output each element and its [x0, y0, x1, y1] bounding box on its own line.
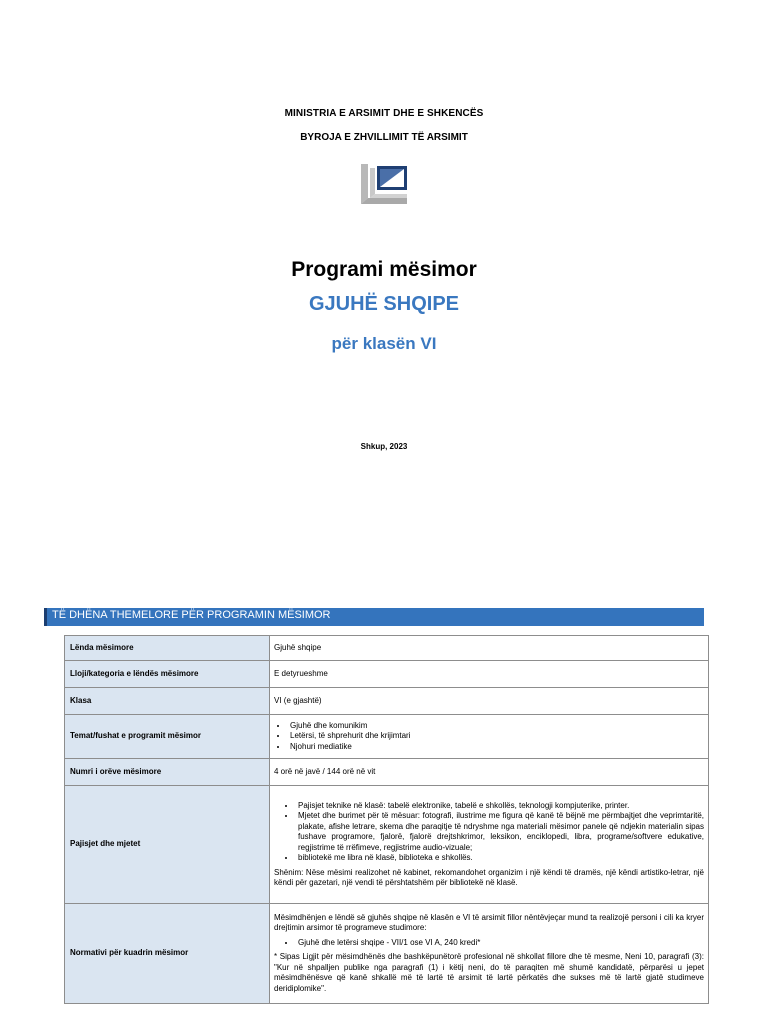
row-value: Gjuhë shqipe	[270, 636, 709, 661]
table-row	[65, 715, 709, 759]
row-label: Temat/fushat e programit mësimor	[65, 715, 270, 759]
table-row	[65, 786, 709, 904]
bureau-logo	[357, 160, 411, 208]
list-item: • Gjuhë dhe komunikim	[288, 721, 704, 732]
table-row	[65, 636, 709, 661]
program-info-table	[64, 635, 709, 1004]
bureau-name: BYROJA E ZHVILLIMIT TË ARSIMIT	[300, 132, 468, 143]
table-row	[65, 688, 709, 715]
row-value	[270, 904, 709, 1004]
themes-list	[274, 721, 704, 753]
section-header	[44, 608, 704, 626]
norm-footnote: * Sipas Ligjit për mësimdhënës dhe bashkëpunëtorë profesional në shkollat fillore dhe të mesme, Neni 10, paragrafi (3): "Kur në shpalljen publike nga paragrafi (1) i këtij neni, do të paraqiten më shumë kandidatë, përparësi u jepet mësimdhënësve që kanë shkallë më të lartë të arsimit të lartë përkatës dhe sukses më të lartë gjatë studimeve deridiplomike".	[274, 952, 704, 993]
equipment-list	[274, 801, 704, 864]
section-title: TË DHËNA THEMELORE PËR PROGRAMIN MËSIMOR	[52, 609, 331, 621]
place-year: Shkup, 2023	[360, 442, 408, 451]
row-label: Pajisjet dhe mjetet	[65, 786, 270, 904]
ministry-name: MINISTRIA E ARSIMIT DHE E SHKENCËS	[284, 108, 484, 119]
document-title: Programi mësimor	[291, 258, 477, 281]
norm-intro: Mësimdhënjen e lëndë së gjuhës shqipe në klasën e VI të arsimit fillor nëntëvjeçar mund ta realizojë personi i cili ka kryer drejtimin arsimor të programeve studimore:	[274, 912, 704, 933]
row-label: Normativi për kuadrin mësimor	[65, 904, 270, 1004]
row-label: Lloji/kategoria e lëndës mësimore	[65, 661, 270, 688]
equipment-note: Shënim: Nëse mësimi realizohet në kabinet, rekomandohet organizim i një këndi të dramës, një këndi artistiko-letrar, një këndi për gazetari, një vendi të përshtatshëm për bibliotekë në klasë.	[274, 867, 704, 887]
subject-title: GJUHË SHQIPE	[308, 293, 460, 315]
row-value	[270, 786, 709, 904]
list-item: • Pajisjet teknike në klasë: tabelë elektronike, tabelë e shkollës, teknologji kompjuterike, printer.	[296, 801, 704, 812]
row-value: 4 orë në javë / 144 orë në vit	[270, 759, 709, 786]
row-value: E detyrueshme	[270, 661, 709, 688]
list-item: • Njohuri mediatike	[288, 742, 704, 753]
table-row	[65, 904, 709, 1004]
table-row	[65, 661, 709, 688]
row-value	[270, 715, 709, 759]
table-row	[65, 759, 709, 786]
row-value: VI (e gjashtë)	[270, 688, 709, 715]
list-item: • Gjuhë dhe letërsi shqipe - VII/1 ose VI A, 240 kredi*	[296, 938, 704, 949]
list-item: • bibliotekë me libra në klasë, biblioteka e shkollës.	[296, 853, 704, 864]
list-item: • Letërsi, të shprehurit dhe krijimtari	[288, 731, 704, 742]
row-label: Lënda mësimore	[65, 636, 270, 661]
list-item: • Mjetet dhe burimet për të mësuar: fotografi, ilustrime me figura që kanë të bëjnë me përmbajtjet dhe veprimtaritë, plakate, afishe letrare, skema dhe paraqitje të ndryshme nga materiali mësimor panele që ndjekin materialin sipas fushave programore, fjalorë, fjalorë drejtshkrimor, leksikon, enciklopedi, libra, programe/softvere edukative, regjistrime të rrëfimeve, regjistrime audio-vizuale;	[296, 811, 704, 853]
norm-list	[274, 938, 704, 949]
row-label: Numri i orëve mësimore	[65, 759, 270, 786]
grade-title: për klasën VI	[331, 334, 437, 353]
row-label: Klasa	[65, 688, 270, 715]
